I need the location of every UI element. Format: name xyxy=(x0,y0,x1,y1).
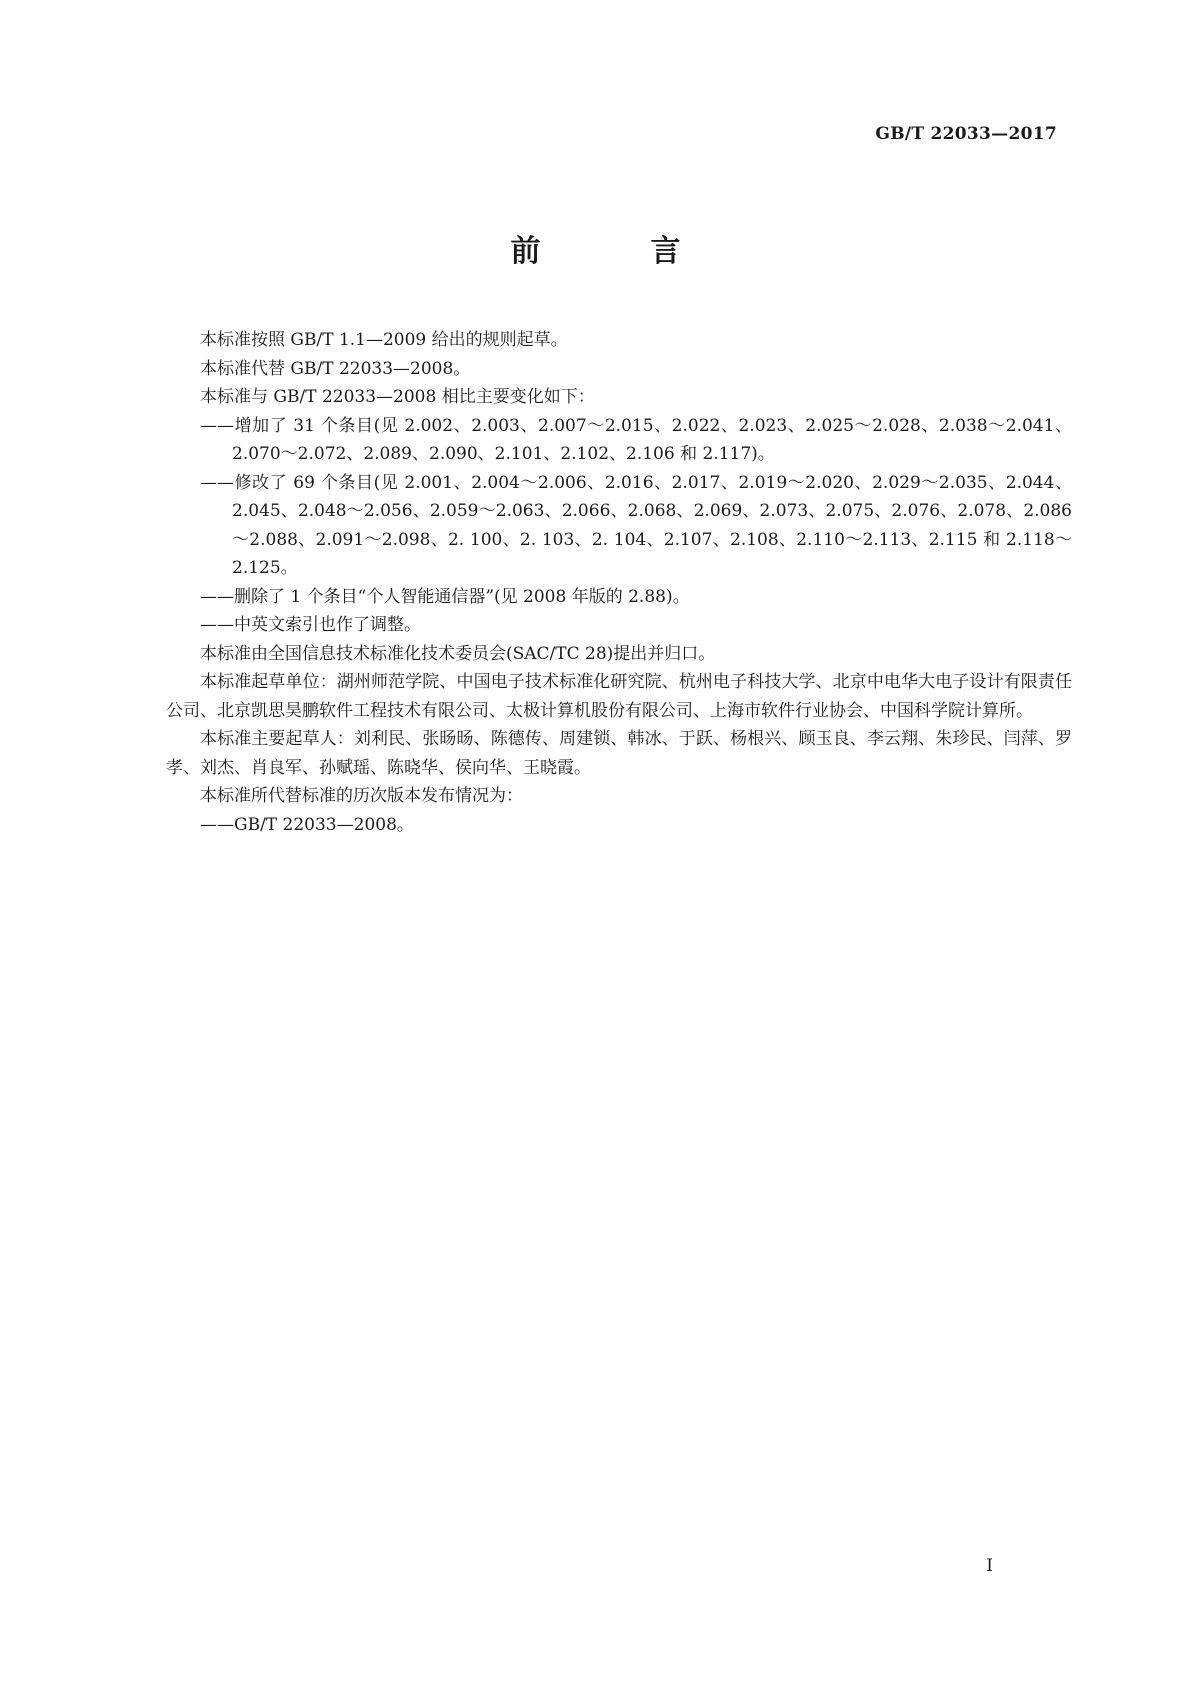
paragraph-drafting-units: 本标准起草单位：湖州师范学院、中国电子技术标准化研究院、杭州电子科技大学、北京中电华大电子设计有限责任公司、北京凯思昊鹏软件工程技术有限公司、太极计算机股份有限公司、上海市软件行业协会、中国科学院计算所。 xyxy=(166,672,1072,721)
paragraph-history-intro: 本标准所代替标准的历次版本发布情况为： xyxy=(200,786,523,806)
foreword-body xyxy=(166,326,1072,839)
paragraph-replaces: 本标准代替 GB/T 22033—2008。 xyxy=(200,358,471,379)
standard-code-header: GB/T 22033—2017 xyxy=(875,124,1057,144)
list-item-added: ——增加了 31 个条目(见 2.002、2.003、2.007～2.015、2.022、2.023、2.025～2.028、2.038～2.041、2.070～2.072、2.089、2.090、2.101、2.102、2.106 和 2.117)。 xyxy=(200,415,1072,464)
page-title: 前 言 xyxy=(510,234,721,269)
paragraph-proposer: 本标准由全国信息技术标准化技术委员会(SAC/TC 28)提出并归口。 xyxy=(200,643,716,664)
paragraph-drafters: 本标准主要起草人：刘利民、张旸旸、陈德传、周建锁、韩冰、于跃、杨根兴、顾玉良、李云翔、朱珍民、闫萍、罗孝、刘杰、肖良军、孙赋瑶、陈晓华、侯向华、王晓霞。 xyxy=(166,729,1072,778)
list-item-index: ——中英文索引也作了调整。 xyxy=(200,615,421,635)
list-item-modified: ——修改了 69 个条目(见 2.001、2.004～2.006、2.016、2.017、2.019～2.020、2.029～2.035、2.044、2.045、2.048～2.056、2.059～2.063、2.066、2.068、2.069、2.073、2.075、2.076、2.078、2.086～2.088、2.091～2.098、2. 100、2. 103、2. 104、2.107、2.108、2.110～2.113、2.115 和 2.118～2.125。 xyxy=(200,472,1072,578)
page-number: I xyxy=(986,1556,993,1576)
paragraph-drafting-rules: 本标准按照 GB/T 1.1—2009 给出的规则起草。 xyxy=(200,330,568,350)
paragraph-changes-intro: 本标准与 GB/T 22033—2008 相比主要变化如下： xyxy=(200,387,595,407)
list-item-history: ——GB/T 22033—2008。 xyxy=(200,814,414,835)
list-item-deleted: ——删除了 1 个条目“个人智能通信器”(见 2008 年版的 2.88)。 xyxy=(200,586,690,607)
